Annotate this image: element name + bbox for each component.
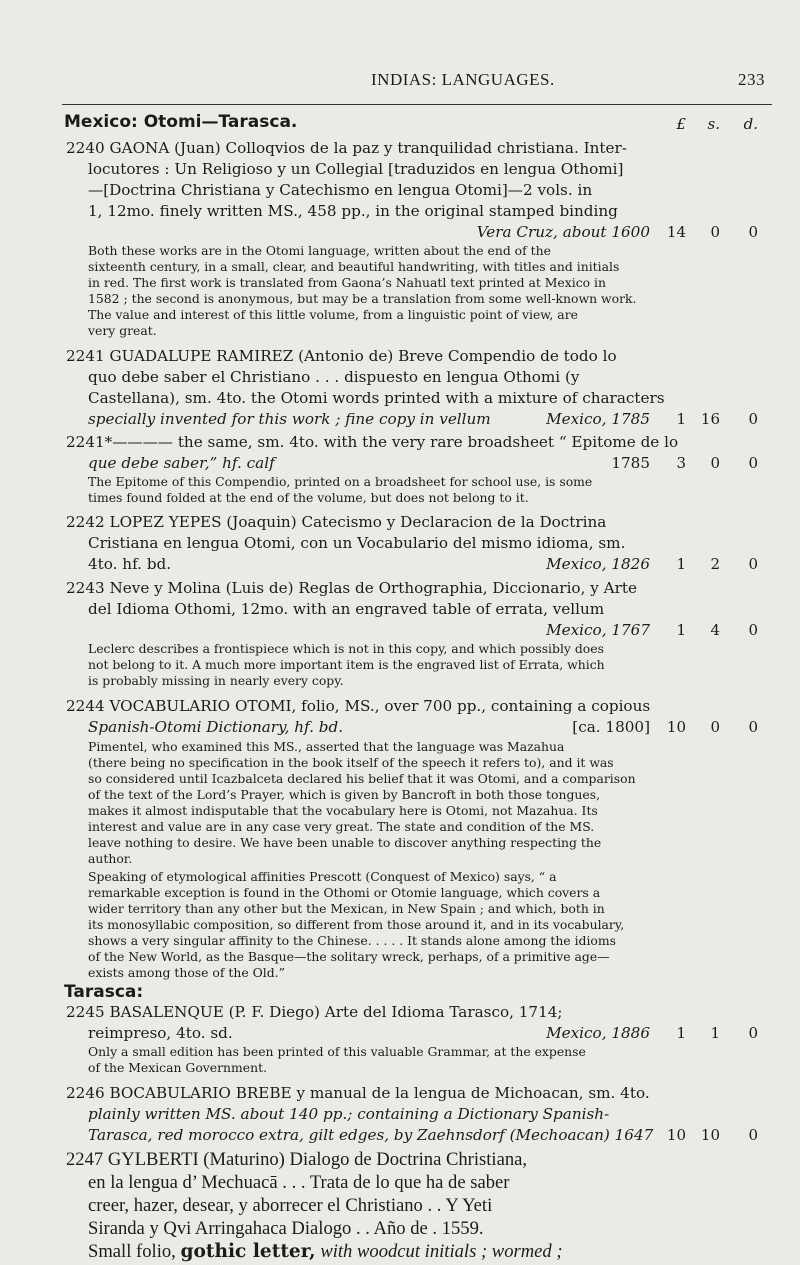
entry-2245-line-1: 2245 BASALENQUE (P. F. Diego) Arte del Idioma Tarasco, 1714;	[66, 1003, 563, 1021]
entry-2244-note-4: of the text of the Lord’s Prayer, which is given by Bancroft in both those tongues,	[88, 787, 601, 802]
entry-2240-line-1: 2240 GAONA (Juan) Colloqvios de la paz y tranquilidad christiana. Inter-	[66, 139, 627, 157]
entry-2244-note-11: wider territory than any other but the Mexican, in New Spain ; and which, both in	[88, 901, 605, 916]
entry-2243-note-2: not belong to it. A much more important item is the engraved list of Errata, which	[88, 657, 605, 672]
entry-2241s-note-2: times found folded at the end of the volume, but does not belong to it.	[88, 490, 529, 505]
entry-2247-line-4: Siranda y Qvi Arringahaca Dialogo . . Año de . 1559.	[88, 1218, 484, 1239]
entry-2245-line-2: reimpreso, 4to. sd.	[88, 1024, 233, 1042]
entry-2241-imprint: Mexico, 1785	[546, 410, 650, 428]
entry-2243-price: 1 4 0	[676, 621, 758, 639]
entry-2244-note-1: Pimentel, who examined this MS., asserted that the language was Mazahua	[88, 739, 565, 754]
entry-2247-line-2: en la lengua d’ Mechuacā . . . Trata de lo que ha de saber	[88, 1172, 510, 1193]
entry-2240-note-2: sixteenth century, in a small, clear, and beautiful handwriting, with titles and initials	[88, 259, 620, 274]
gothic-letter-text: gothic letter,	[180, 1241, 316, 1262]
entry-2247-line-3: creer, hazer, desear, y aborrecer el Christiano . . Y Yeti	[88, 1195, 493, 1216]
entry-2244-note-3: so considered until Icazbalceta declared his belief that it was Otomi, and a comparison	[88, 771, 636, 786]
entry-2243-line-1: 2243 Neve y Molina (Luis de) Reglas de Orthographia, Diccionario, y Arte	[66, 579, 637, 597]
entry-2241s-line-2: que debe saber,” hf. calf	[88, 454, 275, 472]
entry-2244-note-12: its monosyllabic composition, so different from those around it, and in its vocabulary,	[88, 917, 625, 932]
entry-2243-imprint: Mexico, 1767	[546, 621, 650, 639]
entry-2244-note-6: interest and value are in any case very great. The state and condition of the MS.	[88, 819, 595, 834]
entry-2244-note-10: remarkable exception is found in the Othomi or Otomie language, which covers a	[88, 885, 601, 900]
entry-2244-line-1: 2244 VOCABULARIO OTOMI, folio, MS., over 700 pp., containing a copious	[66, 697, 651, 715]
entry-2241s-date: 1785	[611, 454, 650, 472]
entry-2240-line-2: locutores : Un Religioso y un Collegial [traduzidos en lengua Othomi]	[88, 160, 624, 178]
entry-2242-imprint: Mexico, 1826	[546, 555, 650, 573]
section-heading: Mexico: Otomi—Tarasca.	[64, 112, 298, 132]
page-number: 233	[738, 70, 765, 89]
entry-2242-price: 1 2 0	[676, 555, 758, 573]
entry-2245-imprint: Mexico, 1886	[546, 1024, 650, 1042]
entry-2245-note-2: of the Mexican Government.	[88, 1060, 268, 1075]
entry-2240-note-6: very great.	[88, 323, 157, 338]
entry-2240-note-5: The value and interest of this little volume, from a linguistic point of view, are	[88, 307, 578, 322]
entry-2243-line-2: del Idioma Othomi, 12mo. with an engraved table of errata, vellum	[88, 600, 605, 618]
entry-2243-note-1: Leclerc describes a frontispiece which is not in this copy, and which possibly does	[88, 641, 604, 656]
entry-2244-price: 10 0 0	[666, 718, 758, 736]
entry-2244-note-7: leave nothing to desire. We have been unable to discover anything respecting the	[88, 835, 602, 850]
entry-2240-price: 14 0 0	[666, 223, 758, 241]
entry-2243-note-3: is probably missing in nearly every copy.	[88, 673, 344, 688]
entry-2240-note-3: in red. The first work is translated from Gaona’s Nahuatl text printed at Mexico in	[88, 275, 606, 290]
entry-2244-note-15: exists among those of the Old.”	[88, 965, 285, 980]
entry-2240-line-3: —[Doctrina Christiana y Catechismo en lengua Otomi]—2 vols. in	[88, 181, 593, 199]
entry-2241-line-1: 2241 GUADALUPE RAMIREZ (Antonio de) Breve Compendio de todo lo	[66, 347, 617, 365]
currency-header: £ s. d.	[676, 115, 758, 133]
entry-2241s-line-1: 2241*———— the same, sm. 4to. with the very rare broadsheet “ Epitome de lo	[66, 433, 679, 451]
entry-2241s-note-1: The Epitome of this Compendio, printed on a broadsheet for school use, is some	[88, 474, 593, 489]
entry-2246-line-2: plainly written MS. about 140 pp.; containing a Dictionary Spanish-	[88, 1105, 610, 1123]
entry-2244-note-2: (there being no specification in the book itself of the speech it refers to), and it was	[88, 755, 614, 770]
entry-2242-line-2: Cristiana en lengua Otomi, con un Vocabulario del mismo idioma, sm.	[88, 534, 626, 552]
entry-2240-note-4: 1582 ; the second is anonymous, but may be a translation from some well-known work.	[88, 291, 637, 306]
entry-2246-price: 10 10 0	[666, 1126, 758, 1144]
entry-2242-line-3: 4to. hf. bd.	[88, 555, 172, 573]
entry-2244-note-5: makes it almost indisputable that the vocabulary here is Otomi, not Mazahua. Its	[88, 803, 598, 818]
description-text: with woodcut initials ; wormed ;	[320, 1241, 563, 1262]
format-text: Small folio,	[88, 1241, 176, 1262]
entry-2247-line-5	[88, 1240, 563, 1264]
entry-2245-price: 1 1 0	[676, 1024, 758, 1042]
entry-2241-line-3: Castellana), sm. 4to. the Otomi words printed with a mixture of characters	[88, 389, 665, 407]
entry-2244-note-13: shows a very singular affinity to the Chinese. . . . . It stands alone among the idioms	[88, 933, 616, 948]
entry-2244-line-2: Spanish-Otomi Dictionary, hf. bd.	[88, 718, 344, 736]
entry-2241-line-4: specially invented for this work ; fine copy in vellum	[88, 410, 491, 428]
entry-2241s-price: 3 0 0	[676, 454, 758, 472]
entry-2245-note-1: Only a small edition has been printed of this valuable Grammar, at the expense	[88, 1044, 586, 1059]
entry-2242-line-1: 2242 LOPEZ YEPES (Joaquin) Catecismo y Declaracion de la Doctrina	[66, 513, 607, 531]
entry-2244-date: [ca. 1800]	[572, 718, 650, 736]
entry-2244-note-9: Speaking of etymological affinities Prescott (Conquest of Mexico) says, “ a	[88, 869, 557, 884]
entry-2247-line-1: 2247 GYLBERTI (Maturino) Dialogo de Doctrina Christiana,	[66, 1149, 528, 1170]
entry-2244-note-14: of the New World, as the Basque—the solitary wreck, perhaps, of a primitive age—	[88, 949, 610, 964]
entry-2244-note-8: author.	[88, 851, 133, 866]
entry-2246-line-1: 2246 BOCABULARIO BREBE y manual de la lengua de Michoacan, sm. 4to.	[66, 1084, 650, 1102]
entry-2240-line-4: 1, 12mo. finely written MS., 458 pp., in the original stamped binding	[88, 202, 618, 220]
tarasca-heading: Tarasca:	[64, 982, 144, 1002]
entry-2246-line-3: Tarasca, red morocco extra, gilt edges, by Zaehnsdorf (Mechoacan) 1647	[88, 1126, 654, 1144]
entry-2241-line-2: quo debe saber el Christiano . . . dispuesto en lengua Othomi (y	[88, 368, 580, 386]
running-header: INDIAS: LANGUAGES.	[371, 70, 555, 89]
header-rule	[62, 104, 772, 105]
entry-2240-note-1: Both these works are in the Otomi language, written about the end of the	[88, 243, 551, 258]
entry-2241-price: 1 16 0	[676, 410, 758, 428]
entry-2240-imprint: Vera Cruz, about 1600	[476, 223, 650, 241]
